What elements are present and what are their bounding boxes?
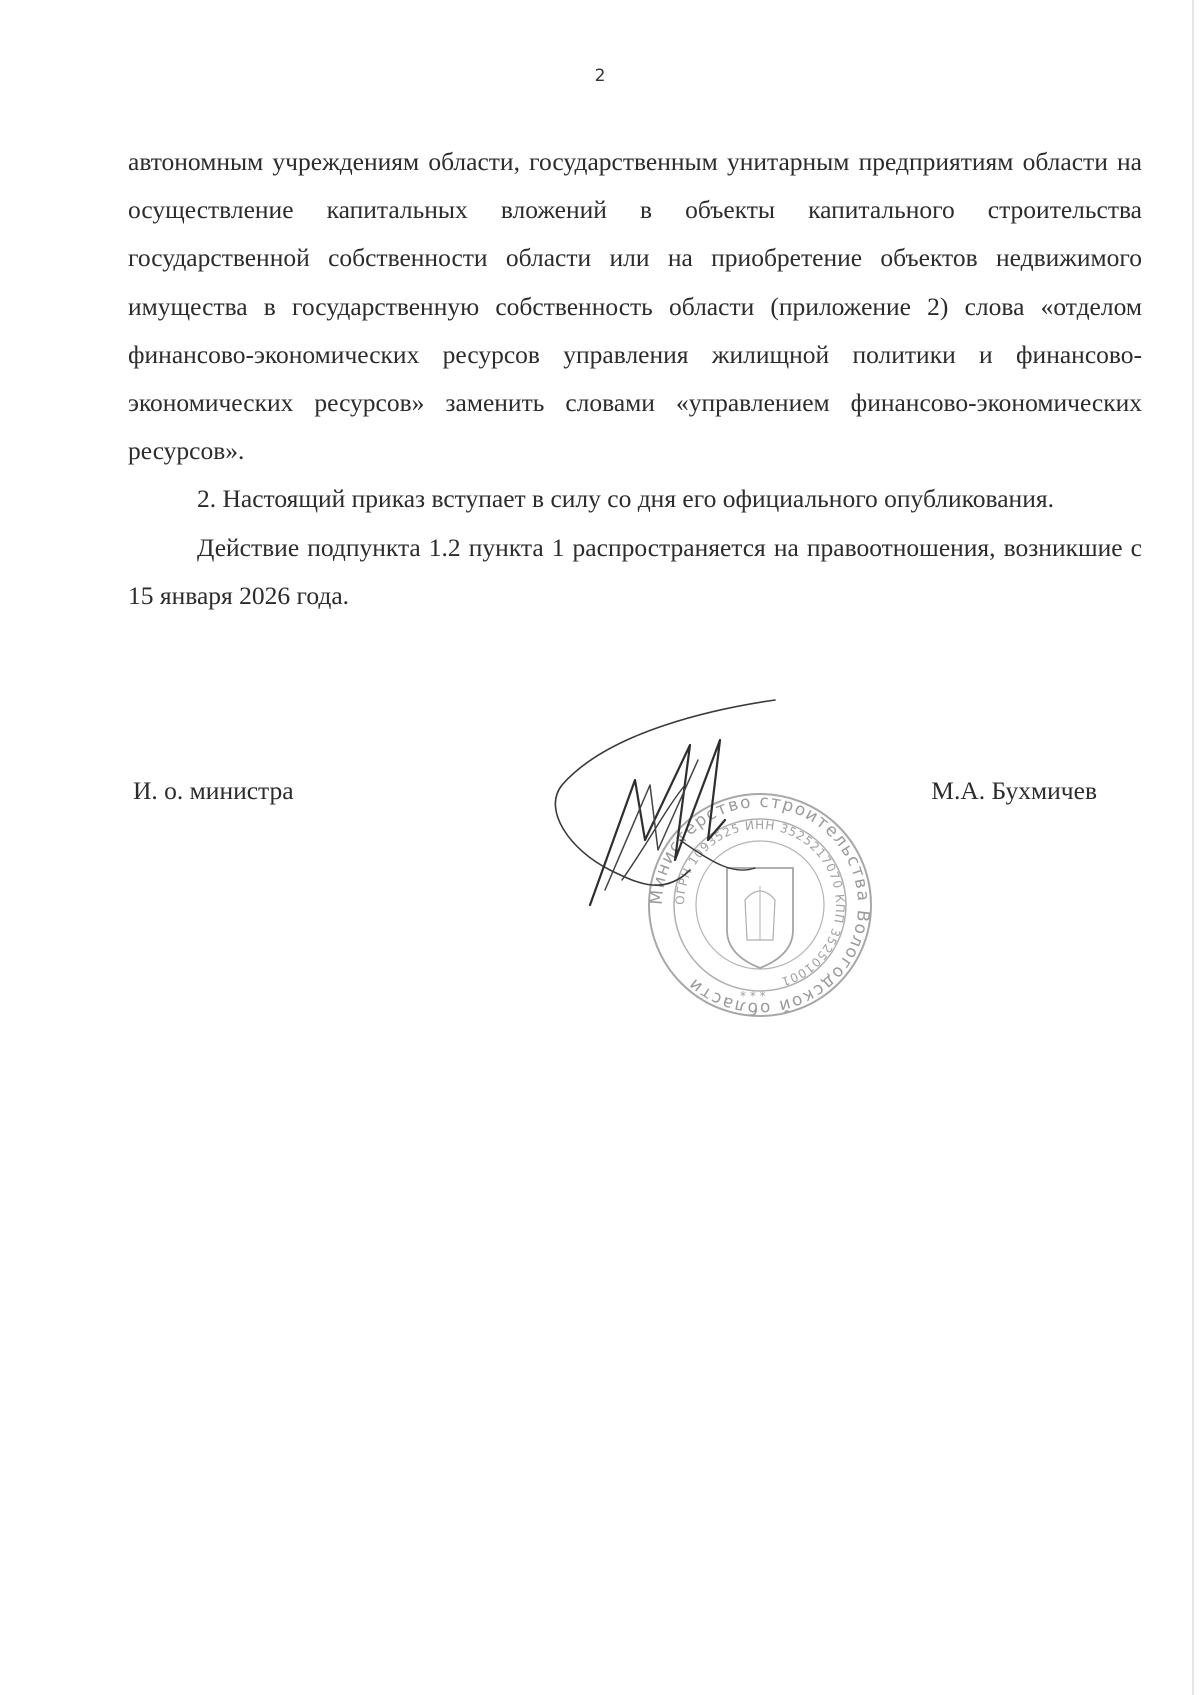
seal-inner-text: ОГРН 1093525 ИНН 3525217070 КПП 352501001 — [672, 817, 848, 989]
svg-text:* * *: * * * — [740, 989, 766, 1003]
paragraph-item-2: 2. Настоящий приказ вступает в силу со дня его официального опубликования. — [197, 484, 1054, 514]
paragraph-effect: Действие подпункта 1.2 пункта 1 распространяется на правоотношения, возникшие с 15 января 2026 года. — [128, 532, 1142, 610]
scan-edge-line — [1192, 0, 1194, 1695]
signatory-title: И. о. министра — [133, 776, 294, 805]
page-number: 2 — [594, 66, 606, 86]
signature-block — [0, 776, 1200, 816]
paragraph-continuation: автономным учреждениям области, государственным унитарным предприятиям области на осуществление капитальных вложений в объекты капитального строительства государственной собственности области или на приобретение объектов недвижимого имущества в государственную собственность области (приложение 2) слова «отделом финансово-экономических ресурсов управления жилищной политики и финансово-экономических ресурсов» заменить словами «управлением финансово-экономических ресурсов». — [128, 147, 1142, 466]
document-body — [128, 138, 1142, 620]
signatory-name: М.А. Бухмичев — [931, 776, 1097, 805]
seal-outer-text: Министерство строительства Вологодской области — [646, 791, 874, 1019]
